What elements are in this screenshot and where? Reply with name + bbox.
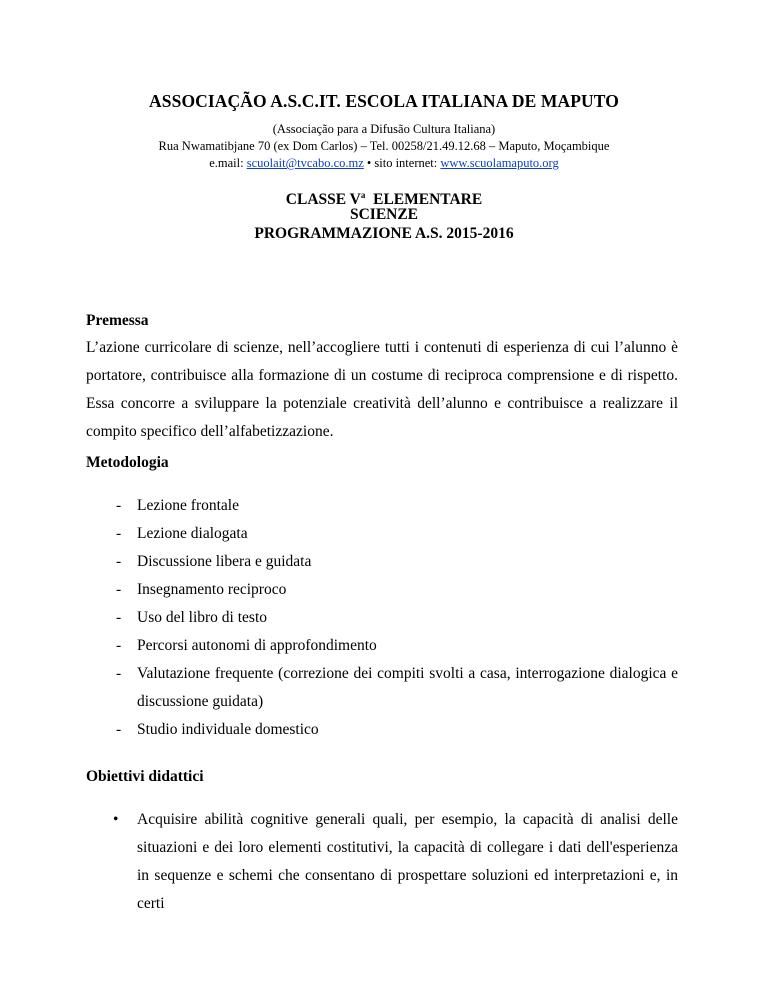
premessa-paragraph: L’azione curricolare di scienze, nell’accogliere tutti i contenuti di esperienza di cui l’alunno è portatore, contribuisce alla formazione di un costume di reciproca comprensione e di rispetto. Essa concorre a sviluppare la potenziale creatività dell’alunno e contribuisce a realizzare il compito specifico dell’alfabetizzazione. xyxy=(86,339,678,440)
association-name: (Associação para a Difusão Cultura Italiana) xyxy=(272,122,496,136)
list-item-text: Lezione frontale xyxy=(137,497,239,514)
class-heading-sup: a xyxy=(360,190,366,200)
list-item-text: Uso del libro di testo xyxy=(137,609,268,626)
bullet-marker: • xyxy=(113,811,119,828)
class-heading-prefix: CLASSE V xyxy=(285,191,361,208)
class-heading-suffix: ELEMENTARE xyxy=(365,191,483,208)
objective-text: Acquisire abilità cognitive generali quali, per esempio, la capacità di analisi delle situazioni e dei loro elementi costitutivi, la capacità di collegare i dati dell'esperienza in sequenze e schemi che consentano di prospettare soluzioni ed interpretazioni e, in certi xyxy=(137,811,678,912)
dash-marker: - xyxy=(116,497,122,514)
list-item-text: Insegnamento reciproco xyxy=(137,581,287,598)
list-item-text: Percorsi autonomi di approfondimento xyxy=(137,637,377,654)
dash-marker: - xyxy=(116,609,122,626)
dash-marker: - xyxy=(116,581,122,598)
subject-heading: SCIENZE xyxy=(349,206,419,223)
program-heading: PROGRAMMAZIONE A.S. 2015-2016 xyxy=(254,225,514,242)
school-title: ASSOCIAÇÃO A.S.C.IT. ESCOLA ITALIANA DE MAPUTO xyxy=(149,91,619,111)
dash-marker: - xyxy=(116,665,122,682)
dash-marker: - xyxy=(116,637,122,654)
list-item-text: Discussione libera e guidata xyxy=(137,553,312,570)
email-link[interactable]: scuolait@tvcabo.co.mz xyxy=(246,156,364,170)
dash-marker: - xyxy=(116,721,122,738)
dash-marker: - xyxy=(116,553,122,570)
list-item-text: Studio individuale domestico xyxy=(137,721,319,738)
school-address: Rua Nwamatibjane 70 (ex Dom Carlos) – Tel. 00258/21.49.12.68 – Maputo, Moçambique xyxy=(158,139,610,153)
premessa-title: Premessa xyxy=(86,312,149,329)
metodologia-title: Metodologia xyxy=(86,454,169,471)
list-item-text: Valutazione frequente (correzione dei compiti svolti a casa, interrogazione dialogica e discussione guidata) xyxy=(137,665,678,710)
site-label: • sito internet: xyxy=(363,156,441,170)
email-label: e.mail: xyxy=(209,156,247,170)
contact-line xyxy=(0,155,768,171)
dash-marker: - xyxy=(116,525,122,542)
website-link[interactable]: www.scuolamaputo.org xyxy=(440,156,559,170)
list-item-text: Lezione dialogata xyxy=(137,525,248,542)
obiettivi-title: Obiettivi didattici xyxy=(86,768,204,785)
